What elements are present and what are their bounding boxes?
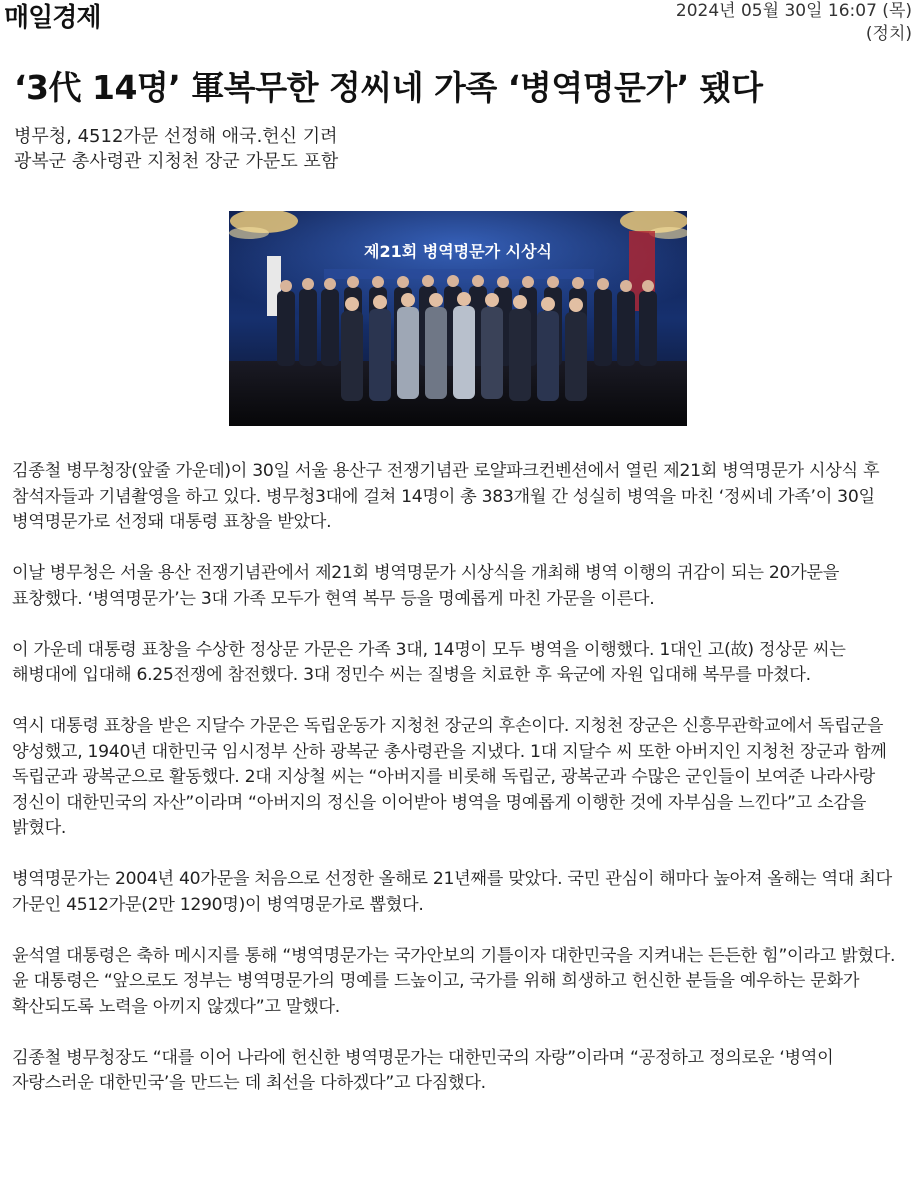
- article-paragraph: 김종철 병무청장(앞줄 가운데)이 30일 서울 용산구 전쟁기념관 로얄파크컨벤션에서 열린 제21회 병역명문가 시상식 후 참석자들과 기념촬영을 하고 있다. 병무청3대에 걸쳐 14명이 총 383개월 간 성실히 병역을 마친 ‘정씨네 가족’이 30일 병역명문가로 선정돼 대통령 표창을 받았다.: [12, 461, 880, 532]
- section-label: (정치): [865, 24, 912, 44]
- subheadlines: [14, 124, 338, 174]
- photo-banner-text: 제21회 병역명문가 시상식: [364, 242, 552, 261]
- article-paragraph: 이날 병무청은 서울 용산 전쟁기념관에서 제21회 병역명문가 시상식을 개최해 병역 이행의 귀감이 되는 20가문을 표창했다. ‘병역명문가’는 3대 가족 모두가 현역 복무 등을 명예롭게 마친 가문을 이른다.: [12, 563, 840, 609]
- article-photo: [229, 211, 687, 426]
- article-paragraph: 역시 대통령 표창을 받은 지달수 가문은 독립운동가 지청천 장군의 후손이다. 지청천 장군은 신흥무관학교에서 독립군을 양성했고, 1940년 대한민국 임시정부 산하 광복군 총사령관을 지냈다. 1대 지달수 씨 또한 아버지인 지청천 장군과 함께 독립군과 광복군으로 활동했다. 2대 지상철 씨는 “아버지를 비롯해 독립군, 광복군과 수많은 군인들이 보여준 나라사랑 정신이 대한민국의 자산”이라며 “아버지의 정신을 이어받아 병역을 명예롭게 이행한 것에 자부심을 느낀다”고 소감을 밝혔다.: [12, 716, 887, 838]
- article-paragraph: 윤석열 대통령은 축하 메시지를 통해 “병역명문가는 국가안보의 기틀이자 대한민국을 지켜내는 든든한 힘”이라고 밝혔다. 윤 대통령은 “앞으로도 정부는 병역명문가의 명예를 드높이고, 국가를 위해 희생하고 헌신한 분들을 예우하는 문화가 확산되도록 노력을 아끼지 않겠다”고 말했다.: [12, 945, 896, 1017]
- article-paragraph: 김종철 병무청장도 “대를 이어 나라에 헌신한 병역명문가는 대한민국의 자랑”이라며 “공정하고 정의로운 ‘병역이 자랑스러운 대한민국’을 만드는 데 최선을 다하겠다”고 다짐했다.: [12, 1047, 834, 1093]
- article-headline: ‘3代 14명’ 軍복무한 정씨네 가족 ‘병역명문가’ 됐다: [14, 68, 763, 107]
- newspaper-logo: 매일경제: [4, 3, 101, 33]
- article-body: [12, 459, 907, 1122]
- subheadline: 병무청, 4512가문 선정해 애국.헌신 기려: [14, 126, 338, 147]
- publish-date: 2024년 05월 30일 16:07 (목): [675, 1, 912, 21]
- dateline: [676, 0, 912, 46]
- article-paragraph: 병역명문가는 2004년 40가문을 처음으로 선정한 올해로 21년째를 맞았다. 국민 관심이 해마다 높아져 올해는 역대 최다 가문인 4512가문(2만 1290명)이 병역명문가로 뽑혔다.: [12, 869, 892, 915]
- article-paragraph: 이 가운데 대통령 표창을 수상한 정상문 가문은 가족 3대, 14명이 모두 병역을 이행했다. 1대인 고(故) 정상문 씨는 해병대에 입대해 6.25전쟁에 참전했다. 3대 정민수 씨는 질병을 치료한 후 육군에 자원 입대해 복무를 마쳤다.: [12, 639, 846, 685]
- subheadline: 광복군 총사령관 지청천 장군 가문도 포함: [14, 151, 339, 172]
